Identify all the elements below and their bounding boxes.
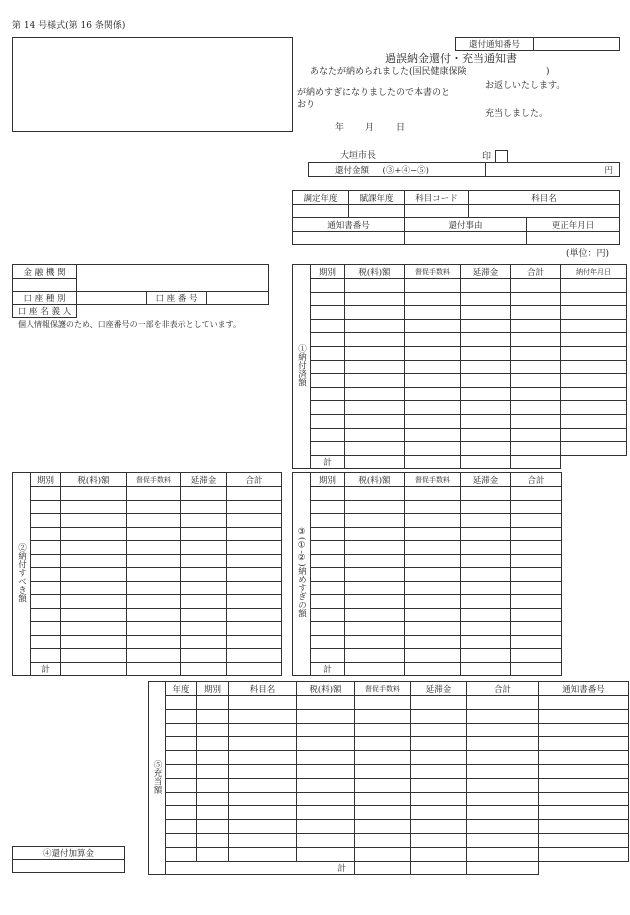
table-row <box>293 428 627 442</box>
table-row <box>293 279 627 293</box>
section1-header-1: 税(料)額 <box>345 265 405 279</box>
bank-account-number-value <box>207 292 269 305</box>
table-row <box>13 568 282 582</box>
section1-header-0: 期別 <box>311 265 345 279</box>
table-row <box>293 306 627 320</box>
table-row <box>149 792 629 806</box>
table-row <box>149 847 629 861</box>
table-row <box>293 360 627 374</box>
refund-number-table <box>455 37 620 51</box>
line1-suffix: ) <box>546 67 550 77</box>
table-row <box>293 649 562 663</box>
table-row <box>149 764 629 778</box>
refund-amount-label-cell <box>309 163 486 177</box>
section2-header-0: 期別 <box>31 473 61 487</box>
apply-text: 充当しました。 <box>485 109 549 119</box>
section1-total-label: 計 <box>311 455 345 469</box>
info-h6: 還付事由 <box>405 218 527 232</box>
table-row <box>293 346 627 360</box>
table-row <box>293 319 627 333</box>
table-row <box>13 514 282 528</box>
yen-unit: 円 <box>604 165 613 176</box>
table-row <box>13 554 282 568</box>
address-box <box>12 37 293 132</box>
section3-header-2: 督促手数料 <box>405 473 461 487</box>
info-h3: 科目コード <box>405 191 469 205</box>
refund-number-label: 還付通知番号 <box>456 38 534 51</box>
section5-header-2: 科目名 <box>229 682 297 696</box>
section5-header-4: 督促手数料 <box>355 682 411 696</box>
table-row <box>293 514 562 528</box>
section5-header-3: 税(料)額 <box>297 682 355 696</box>
table-row <box>13 595 282 609</box>
table-row <box>13 608 282 622</box>
form-title: 第 14 号様式(第 16 条関係) <box>12 21 126 31</box>
info-h5: 通知書番号 <box>293 218 405 232</box>
table-row <box>149 737 629 751</box>
section5-header-1: 期別 <box>197 682 229 696</box>
refund-formula: (③+④−⑤) <box>382 165 429 176</box>
bank-account-number-label: 口 座 番 号 <box>147 292 207 305</box>
table-row <box>293 487 562 501</box>
table-row <box>293 527 562 541</box>
table-row <box>293 292 627 306</box>
seal-label: 印 <box>482 152 492 162</box>
table-row <box>149 820 629 834</box>
section2-header-4: 合計 <box>227 473 282 487</box>
table-row <box>293 568 562 582</box>
refund-amount-label: 還付金額 <box>335 165 370 176</box>
bank-note: 個人情報保護のため、口座番号の一部を非表示としています。 <box>18 320 242 329</box>
table-row <box>13 487 282 501</box>
table-row <box>293 581 562 595</box>
section2-header-1: 税(料)額 <box>61 473 127 487</box>
section2-label <box>13 473 31 676</box>
section1-header-5: 納付年月日 <box>561 265 627 279</box>
section3-header-0: 期別 <box>311 473 345 487</box>
table-row <box>149 833 629 847</box>
date-day: 日 <box>396 123 406 133</box>
section2-label-text: ②納付すべき額 <box>16 542 27 603</box>
refund-amount-value <box>486 163 620 177</box>
section5-header-6: 合計 <box>467 682 539 696</box>
date-year: 年 <box>335 123 345 133</box>
table-row <box>293 374 627 388</box>
table-row <box>293 541 562 555</box>
info-h7: 更正年月日 <box>527 218 620 232</box>
section1-header-3: 延滞金 <box>461 265 511 279</box>
doc-title: 過誤納金還付・充当通知書 <box>385 52 517 65</box>
unit-label: (単位：円) <box>566 249 610 259</box>
section1-table <box>292 264 627 469</box>
section3-header-4: 合計 <box>511 473 562 487</box>
section2-total-label: 計 <box>31 662 61 676</box>
table-row <box>13 649 282 663</box>
table-row <box>293 595 562 609</box>
mayor: 大垣市長 <box>340 151 377 161</box>
table-row <box>293 333 627 347</box>
table-row <box>149 723 629 737</box>
bank-account-type-value <box>77 292 147 305</box>
table-row <box>293 401 627 415</box>
section1-header-2: 督促手数料 <box>405 265 461 279</box>
table-row <box>293 635 562 649</box>
section4-label: ④還付加算金 <box>13 847 125 860</box>
line3: おり <box>297 100 316 110</box>
section3-label-text: ③(①-②)納めすぎの額 <box>296 527 307 618</box>
section1-label <box>293 265 311 469</box>
section3-header-1: 税(料)額 <box>345 473 405 487</box>
table-row <box>13 622 282 636</box>
table-row <box>149 696 629 710</box>
refund-amount-table <box>308 162 620 177</box>
table-row <box>293 554 562 568</box>
section4-table <box>12 846 125 873</box>
table-row <box>13 500 282 514</box>
section2-table <box>12 472 282 676</box>
bank-institution-value <box>77 265 269 292</box>
info-h4: 科目名 <box>469 191 620 205</box>
section2-header-3: 延滞金 <box>181 473 227 487</box>
section1-header-4: 合計 <box>511 265 561 279</box>
table-row <box>13 541 282 555</box>
section3-header-3: 延滞金 <box>461 473 511 487</box>
section5-total-label: 計 <box>166 861 355 875</box>
table-row <box>293 442 627 456</box>
table-row <box>149 778 629 792</box>
table-row <box>293 622 562 636</box>
section5-header-7: 通知書番号 <box>539 682 629 696</box>
table-row <box>149 709 629 723</box>
table-row <box>149 751 629 765</box>
section5-header-0: 年度 <box>166 682 197 696</box>
bank-table <box>12 264 269 318</box>
table-row <box>13 581 282 595</box>
section3-table <box>292 472 562 676</box>
section5-table <box>148 681 629 875</box>
info-table <box>292 190 620 245</box>
section5-label <box>149 682 166 875</box>
return-text: お返しいたします。 <box>485 81 566 91</box>
info-h1: 調定年度 <box>293 191 349 205</box>
table-row <box>13 635 282 649</box>
table-row <box>293 414 627 428</box>
section5-label-text: ⑤充当額 <box>152 759 162 794</box>
section1-label-text: ①納付済額 <box>296 343 307 387</box>
section3-total-label: 計 <box>311 662 345 676</box>
table-row <box>293 500 562 514</box>
info-h2: 賦課年度 <box>349 191 405 205</box>
line1-prefix: あなたが納められました(国民健康保険 <box>310 67 467 77</box>
line2: が納めすぎになりましたので本書のと <box>297 88 451 98</box>
section5-header-5: 延滞金 <box>411 682 467 696</box>
refund-number-value <box>534 38 620 51</box>
section3-label <box>293 473 311 676</box>
bank-holder-label: 口 座 名 義 人 <box>13 305 77 318</box>
table-row <box>293 608 562 622</box>
table-row <box>149 806 629 820</box>
bank-institution-label: 金 融 機 関 <box>13 265 77 279</box>
table-row <box>13 527 282 541</box>
section2-header-2: 督促手数料 <box>127 473 181 487</box>
date-month: 月 <box>365 123 375 133</box>
bank-institution-blank <box>13 279 77 292</box>
table-row <box>293 387 627 401</box>
bank-account-type-label: 口 座 種 別 <box>13 292 77 305</box>
section4-value <box>13 860 125 873</box>
